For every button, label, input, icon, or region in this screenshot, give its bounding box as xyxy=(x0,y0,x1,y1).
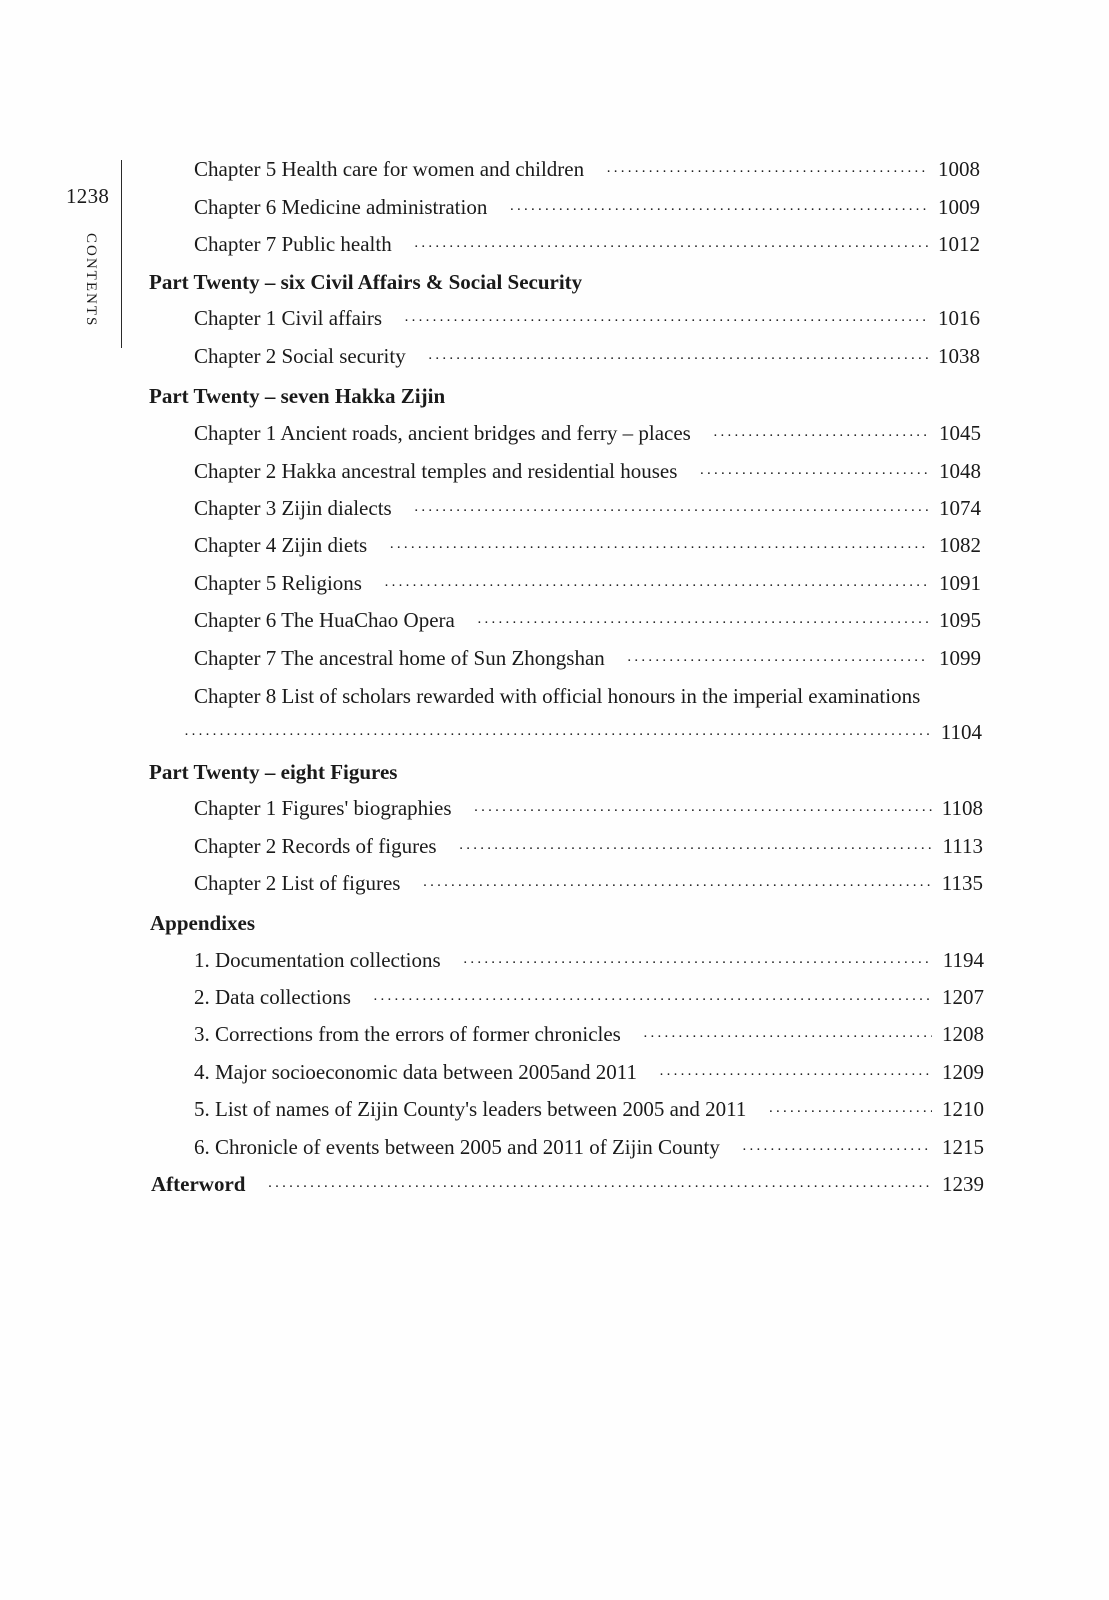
dot-leader xyxy=(659,1067,932,1084)
entry-page: 1215 xyxy=(942,1135,984,1159)
entry-title: 1. Documentation collections xyxy=(194,948,441,972)
entry-page: 1208 xyxy=(942,1022,984,1046)
entry-title: Chapter 2 Social security xyxy=(194,344,406,368)
dot-leader xyxy=(768,1104,932,1121)
dot-leader xyxy=(414,503,929,520)
entry-page: 1207 xyxy=(942,985,984,1009)
dot-leader xyxy=(463,955,933,972)
dot-leader xyxy=(713,428,929,445)
toc-entry[interactable] xyxy=(194,796,983,826)
entry-page: 1074 xyxy=(939,496,981,520)
entry-title: Chapter 3 Zijin dialects xyxy=(194,496,392,520)
toc-entry-continued[interactable] xyxy=(184,720,982,750)
dot-leader xyxy=(267,1179,932,1196)
dot-leader xyxy=(428,351,928,368)
dot-leader xyxy=(627,653,929,670)
entry-page: 1135 xyxy=(941,871,983,895)
toc-entry[interactable] xyxy=(194,157,980,187)
entry-page: 1099 xyxy=(939,646,981,670)
toc-entry[interactable] xyxy=(194,571,981,601)
entry-page: 1082 xyxy=(939,533,981,557)
toc-entry[interactable] xyxy=(194,195,980,225)
entry-title: 3. Corrections from the errors of former chronicles xyxy=(194,1022,621,1046)
entry-title: 2. Data collections xyxy=(194,985,351,1009)
toc-entry[interactable] xyxy=(194,344,980,374)
appendixes-heading[interactable]: Appendixes xyxy=(150,911,256,935)
entry-page: 1113 xyxy=(942,834,983,858)
dot-leader xyxy=(742,1142,932,1159)
entry-page: 1095 xyxy=(939,608,981,632)
entry-page: 1091 xyxy=(939,571,981,595)
dot-leader xyxy=(474,803,932,820)
dot-leader xyxy=(606,164,928,181)
toc-entry[interactable] xyxy=(194,834,983,864)
dot-leader xyxy=(184,727,931,744)
toc-entry[interactable] xyxy=(194,306,980,336)
toc-entry[interactable] xyxy=(194,985,984,1015)
dot-leader xyxy=(509,202,928,219)
entry-page: 1016 xyxy=(938,306,980,330)
entry-title: Chapter 7 Public health xyxy=(194,232,392,256)
entry-title: Chapter 2 Hakka ancestral temples and residential houses xyxy=(194,459,678,483)
entry-title: 5. List of names of Zijin County's leaders between 2005 and 2011 xyxy=(194,1097,747,1121)
entry-title: Chapter 2 Records of figures xyxy=(194,834,437,858)
entry-page: 1239 xyxy=(942,1172,984,1196)
toc-entry[interactable] xyxy=(194,608,981,638)
entry-title: Chapter 5 Health care for women and children xyxy=(194,157,585,181)
entry-title: Chapter 2 List of figures xyxy=(194,871,401,895)
dot-leader xyxy=(384,578,929,595)
toc-entry[interactable] xyxy=(194,533,981,563)
toc-entry[interactable] xyxy=(194,646,981,676)
dot-leader xyxy=(643,1029,932,1046)
entry-page: 1210 xyxy=(942,1097,984,1121)
toc-entry[interactable] xyxy=(194,1060,984,1090)
entry-page: 1045 xyxy=(939,421,981,445)
afterword-title: Afterword xyxy=(151,1172,246,1196)
entry-title: Chapter 5 Religions xyxy=(194,571,362,595)
entry-page: 1048 xyxy=(939,459,981,483)
entry-title: Chapter 7 The ancestral home of Sun Zhongshan xyxy=(194,646,605,670)
entry-title: Chapter 6 The HuaChao Opera xyxy=(194,608,455,632)
running-head: CONTENTS xyxy=(83,233,99,328)
entry-title: Chapter 6 Medicine administration xyxy=(194,195,488,219)
toc-entry[interactable] xyxy=(194,1022,984,1052)
entry-title: Chapter 4 Zijin diets xyxy=(194,533,368,557)
toc-entry[interactable] xyxy=(194,459,981,489)
part-heading[interactable]: Part Twenty – six Civil Affairs & Social Security xyxy=(149,270,583,294)
toc-entry[interactable] xyxy=(194,1097,984,1127)
entry-page: 1108 xyxy=(941,796,983,820)
part-heading[interactable]: Part Twenty – eight Figures xyxy=(149,760,398,784)
entry-title: Chapter 1 Civil affairs xyxy=(194,306,382,330)
toc-entry[interactable] xyxy=(194,496,981,526)
dot-leader xyxy=(373,992,932,1009)
entry-page: 1008 xyxy=(938,157,980,181)
dot-leader xyxy=(459,841,933,858)
entry-page: 1009 xyxy=(938,195,980,219)
dot-leader xyxy=(477,615,929,632)
dot-leader xyxy=(404,313,928,330)
dot-leader xyxy=(414,239,928,256)
entry-title: 6. Chronicle of events between 2005 and 2011 of Zijin County xyxy=(194,1135,720,1159)
toc-entry[interactable] xyxy=(194,232,980,262)
afterword-entry[interactable] xyxy=(151,1172,984,1202)
entry-page: 1038 xyxy=(938,344,980,368)
entry-title: Chapter 1 Figures' biographies xyxy=(194,796,452,820)
entry-page: 1012 xyxy=(938,232,980,256)
entry-page: 1209 xyxy=(942,1060,984,1084)
page-number: 1238 xyxy=(66,184,110,208)
entry-page: 1194 xyxy=(942,948,984,972)
entry-title: 4. Major socioeconomic data between 2005and 2011 xyxy=(194,1060,638,1084)
toc-entry[interactable] xyxy=(194,421,981,451)
toc-entry[interactable] xyxy=(194,948,984,978)
part-heading[interactable]: Part Twenty – seven Hakka Zijin xyxy=(149,384,446,408)
toc-entry[interactable] xyxy=(194,871,983,901)
dot-leader xyxy=(699,466,929,483)
entry-page: 1104 xyxy=(940,720,982,744)
entry-title-long[interactable]: Chapter 8 List of scholars rewarded with official honours in the imperial examinations xyxy=(194,684,921,708)
dot-leader xyxy=(389,540,929,557)
entry-title: Chapter 1 Ancient roads, ancient bridges and ferry – places xyxy=(194,421,691,445)
toc-entry[interactable] xyxy=(194,1135,984,1165)
dot-leader xyxy=(422,878,931,895)
